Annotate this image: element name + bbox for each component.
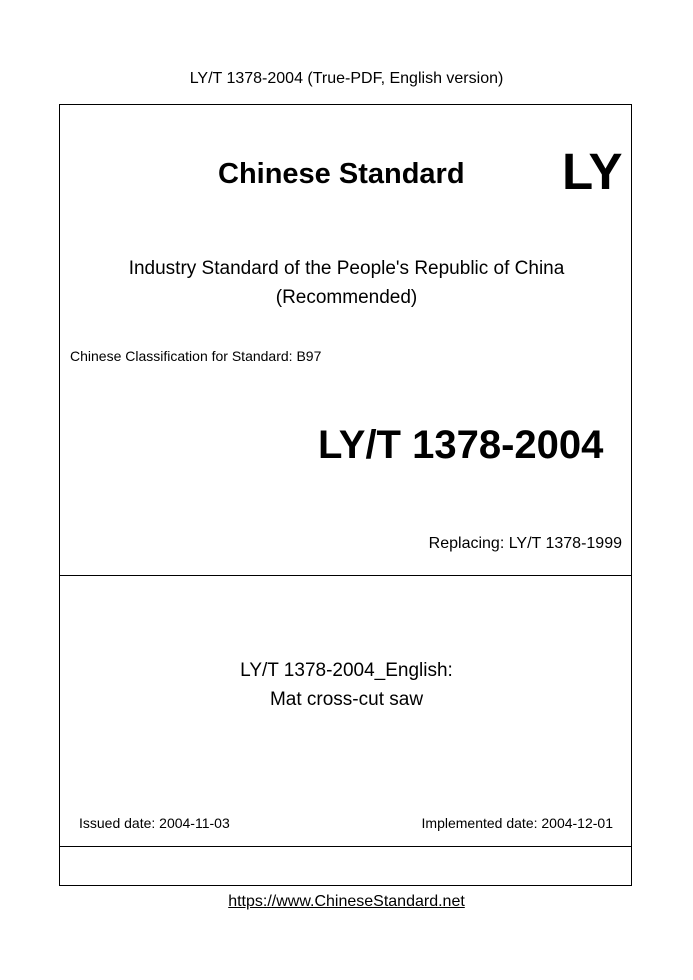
english-title-line: LY/T 1378-2004_English: xyxy=(240,660,453,681)
standard-title: Mat cross-cut saw xyxy=(269,689,424,710)
replacing-line: Replacing: LY/T 1378-1999 xyxy=(428,535,622,552)
classification-line: Chinese Classification for Standard: B97 xyxy=(70,348,322,364)
website-link[interactable]: https://www.ChineseStandard.net xyxy=(228,893,465,910)
section-divider xyxy=(60,575,631,576)
page-header: LY/T 1378-2004 (True-PDF, English version) xyxy=(189,70,504,87)
document-type-heading: Chinese Standard xyxy=(218,158,465,190)
issued-date: Issued date: 2004-11-03 xyxy=(79,815,230,831)
recommended-label: (Recommended) xyxy=(275,287,418,308)
section-divider xyxy=(60,846,631,847)
industry-standard-line: Industry Standard of the People's Republic of China xyxy=(128,258,565,279)
footer xyxy=(0,893,693,911)
cover-frame xyxy=(59,104,632,886)
implemented-date: Implemented date: 2004-12-01 xyxy=(421,815,613,831)
standard-code: LY/T 1378-2004 xyxy=(318,423,604,467)
standard-prefix: LY xyxy=(562,143,623,200)
